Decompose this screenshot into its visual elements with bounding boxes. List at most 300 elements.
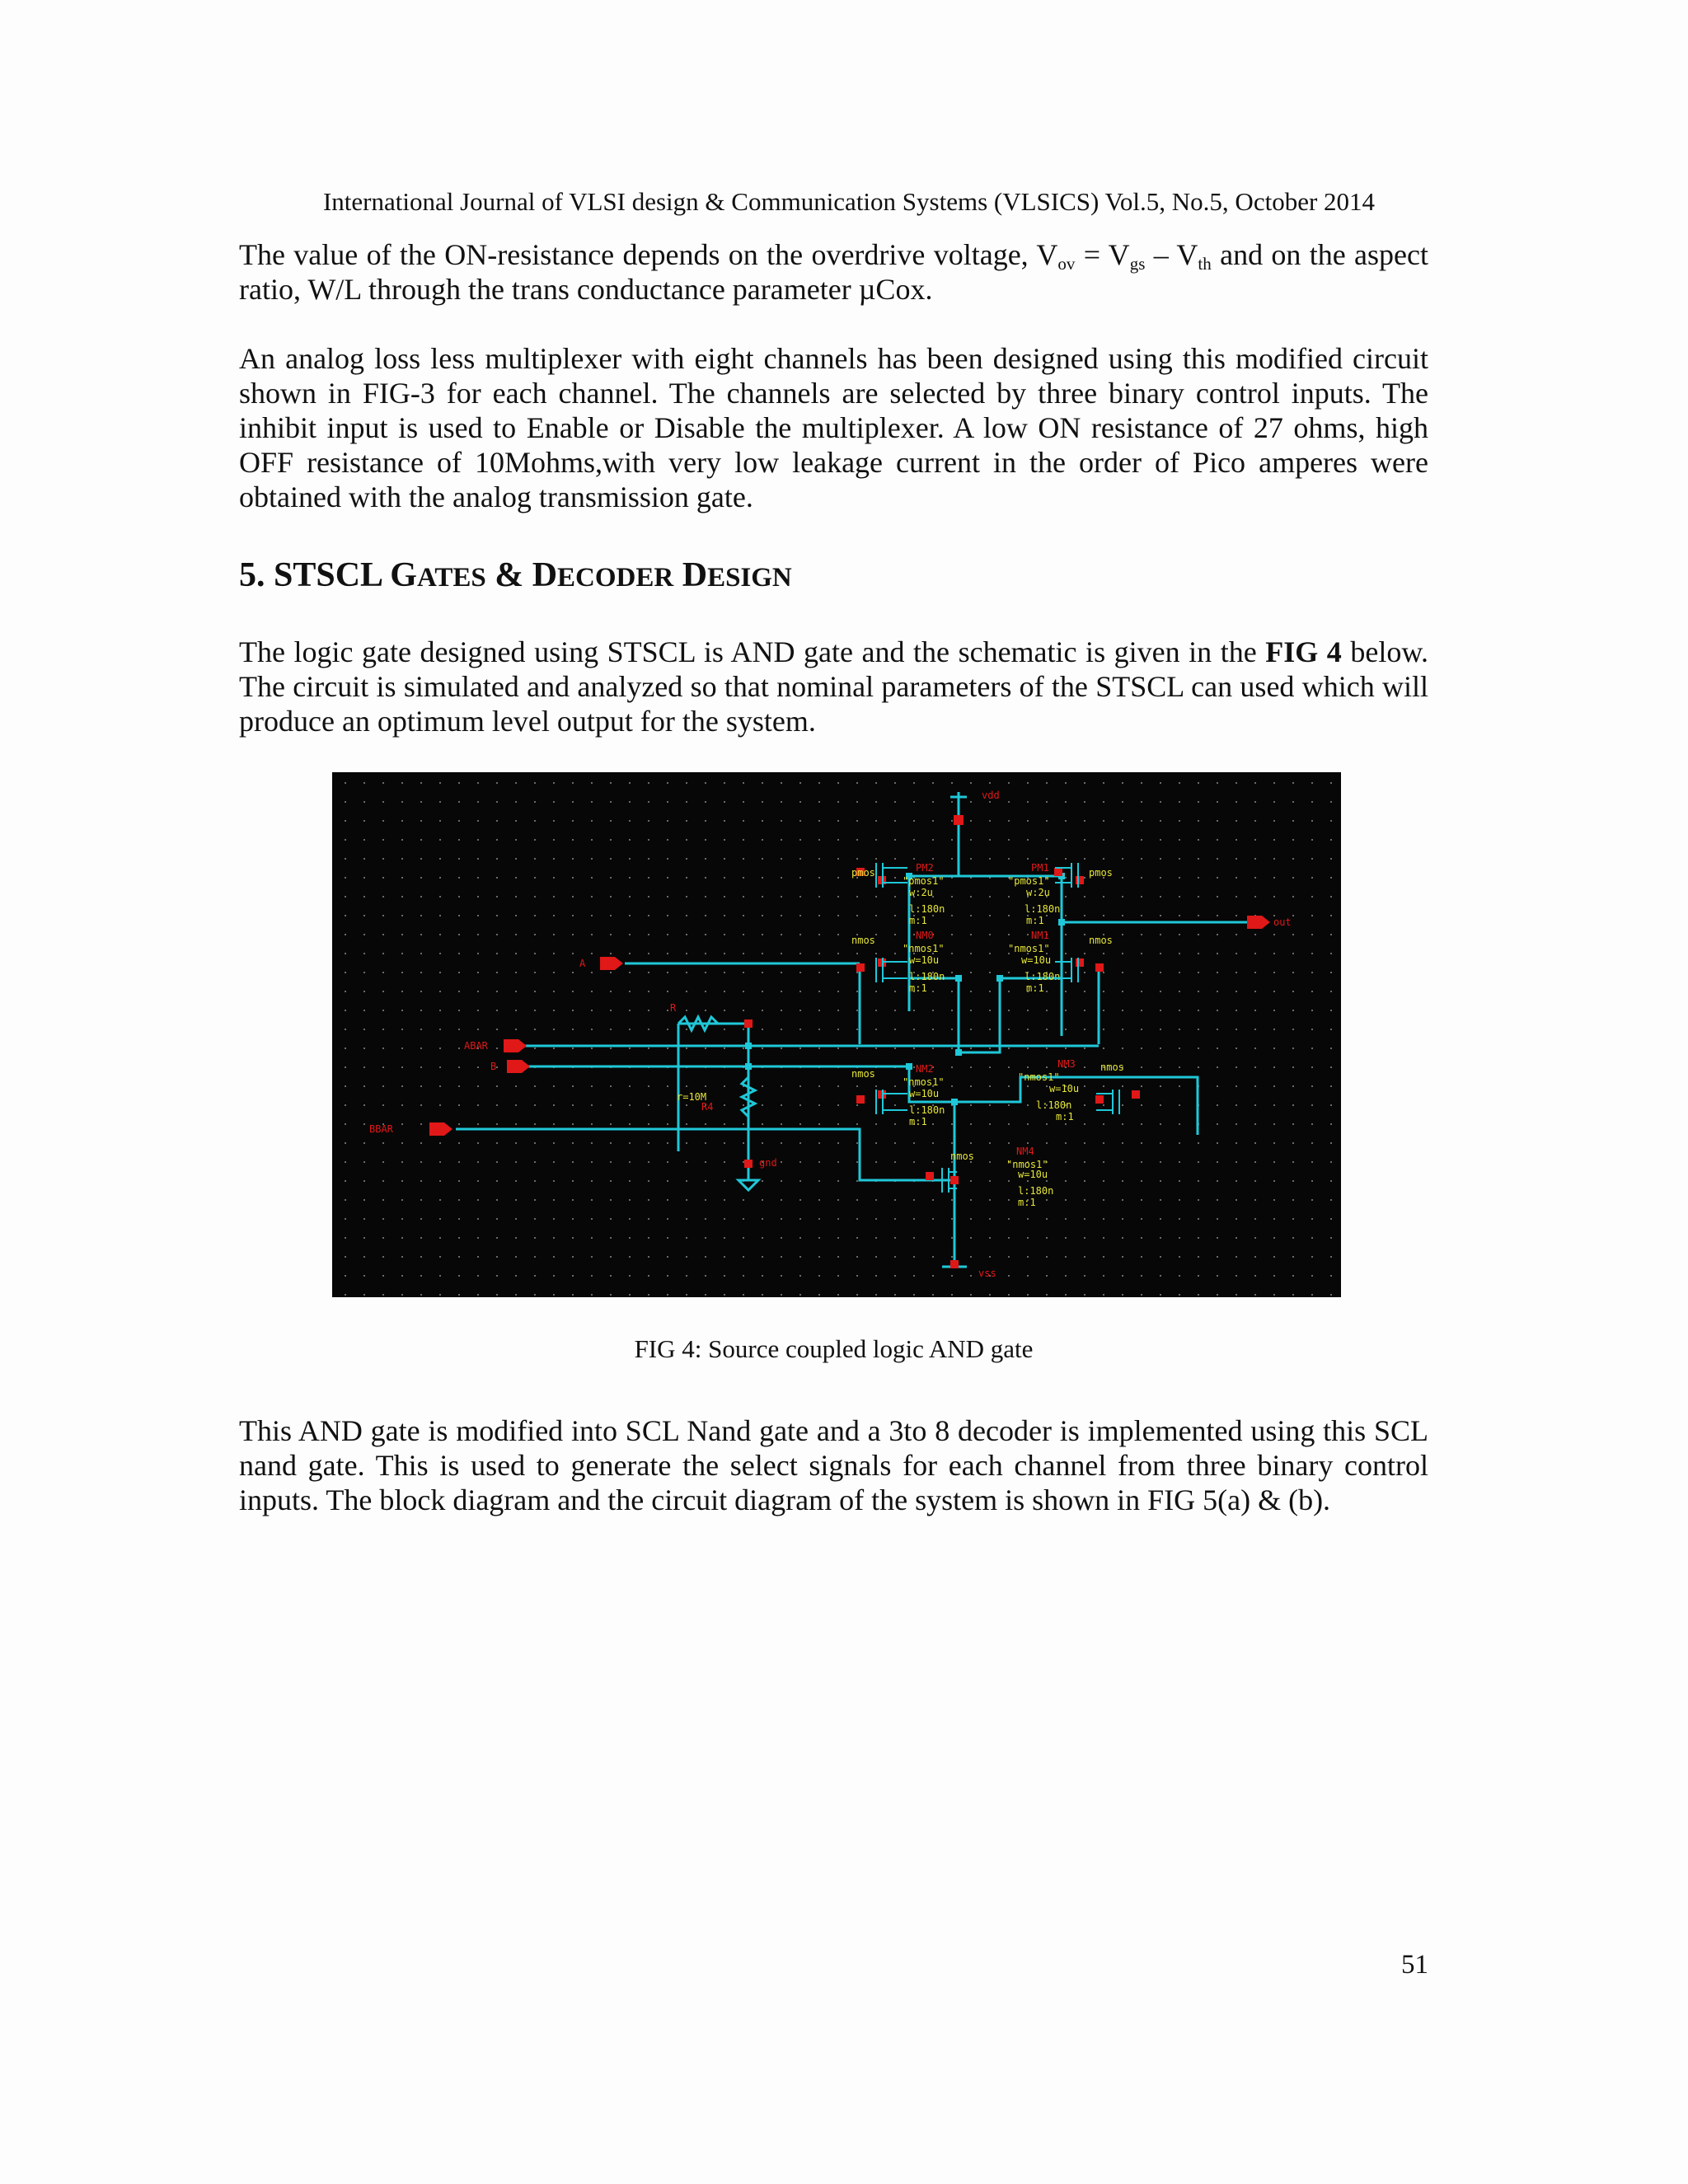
grid-dot <box>894 839 896 841</box>
grid-dot <box>363 991 365 992</box>
grid-dot <box>686 1237 687 1239</box>
grid-dot <box>1141 1104 1142 1106</box>
grid-dot <box>363 1256 365 1258</box>
grid-dot <box>1065 820 1067 822</box>
grid-dot <box>515 1294 517 1296</box>
grid-dot <box>705 1010 706 1011</box>
grid-dot <box>591 858 593 860</box>
grid-dot <box>818 896 820 898</box>
grid-dot <box>610 782 612 784</box>
grid-dot <box>667 1256 668 1258</box>
grid-dot <box>401 877 403 879</box>
grid-dot <box>591 1047 593 1049</box>
grid-dot <box>401 1199 403 1201</box>
grid-dot <box>591 782 593 784</box>
grid-dot <box>1236 1104 1237 1106</box>
grid-dot <box>1046 1085 1048 1087</box>
grid-dot <box>477 1123 479 1125</box>
grid-dot <box>534 896 536 898</box>
grid-dot <box>932 1142 934 1144</box>
grid-dot <box>1236 991 1237 992</box>
grid-dot <box>913 839 915 841</box>
r4-value-label: r=10M <box>677 1091 707 1103</box>
grid-dot <box>610 1123 612 1125</box>
grid-dot <box>1084 877 1085 879</box>
grid-dot <box>345 820 346 822</box>
grid-dot <box>1008 839 1010 841</box>
grid-dot <box>799 953 801 954</box>
grid-dot <box>1292 1123 1294 1125</box>
grid-dot <box>477 877 479 879</box>
grid-dot <box>629 1218 631 1220</box>
grid-dot <box>724 1104 725 1106</box>
grid-dot <box>458 1180 460 1182</box>
grid-dot <box>1254 858 1256 860</box>
grid-dot <box>989 858 991 860</box>
grid-dot <box>1292 1066 1294 1068</box>
grid-dot <box>439 820 441 822</box>
grid-dot <box>951 1066 953 1068</box>
grid-dot <box>363 953 365 954</box>
grid-dot <box>363 1010 365 1011</box>
nm4-name-label: NM4 <box>1016 1146 1034 1157</box>
grid-dot <box>1254 1104 1256 1106</box>
grid-dot <box>932 1294 934 1296</box>
grid-dot <box>553 1256 555 1258</box>
grid-dot <box>1084 1161 1085 1163</box>
grid-dot <box>1236 1085 1237 1087</box>
grid-dot <box>894 1199 896 1201</box>
grid-dot <box>1122 1010 1123 1011</box>
label-out: out <box>1273 916 1292 928</box>
grid-dot <box>1122 1218 1123 1220</box>
grid-dot <box>439 934 441 935</box>
grid-dot <box>1179 1104 1180 1106</box>
grid-dot <box>1160 991 1161 992</box>
grid-dot <box>1160 1237 1161 1239</box>
grid-dot <box>1292 953 1294 954</box>
grid-dot <box>401 1029 403 1030</box>
paragraph-on-resistance: The value of the ON-resistance depends on the overdrive voltage, $V_{ov} = V_{gs} - V_{th}$ and on the aspect ratio, W/L through the trans conductance parameter µCox. <box>239 238 1428 306</box>
grid-dot <box>572 820 574 822</box>
grid-dot <box>837 839 839 841</box>
grid-dot <box>382 1294 384 1296</box>
grid-dot <box>1198 820 1199 822</box>
grid-dot <box>515 801 517 803</box>
grid-dot <box>1217 1237 1218 1239</box>
grid-dot <box>667 1199 668 1201</box>
grid-dot <box>1254 1085 1256 1087</box>
grid-dot <box>1254 1029 1256 1030</box>
grid-dot <box>951 953 953 954</box>
grid-dot <box>439 1199 441 1201</box>
grid-dot <box>1236 1180 1237 1182</box>
grid-dot <box>629 1047 631 1049</box>
grid-dot <box>1084 1237 1085 1239</box>
grid-dot <box>875 953 877 954</box>
grid-dot <box>1311 972 1313 973</box>
grid-dot <box>382 1275 384 1277</box>
grid-dot <box>1311 820 1313 822</box>
grid-dot <box>591 934 593 935</box>
grid-dot <box>705 972 706 973</box>
grid-dot <box>1141 972 1142 973</box>
grid-dot <box>648 877 649 879</box>
grid-dot <box>894 1104 896 1106</box>
grid-dot <box>1236 1294 1237 1296</box>
label-vss: vss <box>978 1268 996 1279</box>
grid-dot <box>363 1199 365 1201</box>
grid-dot <box>515 839 517 841</box>
grid-dot <box>1103 1047 1104 1049</box>
grid-dot <box>629 1199 631 1201</box>
grid-dot <box>1217 1275 1218 1277</box>
grid-dot <box>1103 915 1104 916</box>
grid-dot <box>1198 1010 1199 1011</box>
device-labels <box>677 862 1124 1208</box>
grid-dot <box>894 1085 896 1087</box>
grid-dot <box>781 1047 782 1049</box>
grid-dot <box>724 858 725 860</box>
grid-dot <box>1084 801 1085 803</box>
grid-dot <box>818 839 820 841</box>
grid-dot <box>837 1161 839 1163</box>
grid-dot <box>1311 1180 1313 1182</box>
grid-dot <box>1046 1199 1048 1201</box>
grid-dot <box>610 1047 612 1049</box>
grid-dot <box>1160 1047 1161 1049</box>
grid-dot <box>724 1047 725 1049</box>
grid-dot <box>1236 858 1237 860</box>
grid-dot <box>629 820 631 822</box>
grid-dot <box>591 1218 593 1220</box>
grid-dot <box>1179 1237 1180 1239</box>
pm2-model-label: pmos <box>851 867 875 879</box>
grid-dot <box>1084 1085 1085 1087</box>
grid-dot <box>781 953 782 954</box>
grid-dot <box>477 1104 479 1106</box>
grid-dot <box>1027 839 1029 841</box>
grid-dot <box>1330 1010 1332 1011</box>
grid-dot <box>970 1256 972 1258</box>
grid-dot <box>799 1199 801 1201</box>
grid-dot <box>401 934 403 935</box>
grid-dot <box>1008 915 1010 916</box>
grid-dot <box>420 991 422 992</box>
grid-dot <box>496 1256 498 1258</box>
grid-dot <box>781 801 782 803</box>
grid-dot <box>743 1010 744 1011</box>
grid-dot <box>1330 782 1332 784</box>
grid-dot <box>875 1123 877 1125</box>
grid-dot <box>856 896 858 898</box>
grid-dot <box>1046 1029 1048 1030</box>
grid-dot <box>1046 1066 1048 1068</box>
grid-dot <box>363 1029 365 1030</box>
grid-dot <box>1273 896 1275 898</box>
grid-dot <box>363 820 365 822</box>
grid-dot <box>705 1180 706 1182</box>
grid-dot <box>724 1218 725 1220</box>
grid-dot <box>705 858 706 860</box>
grid-dot <box>1008 1123 1010 1125</box>
grid-dot <box>1217 801 1218 803</box>
grid-dot <box>686 1199 687 1201</box>
grid-dot <box>799 934 801 935</box>
grid-dot <box>1008 1029 1010 1030</box>
grid-dot <box>515 820 517 822</box>
grid-dot <box>591 877 593 879</box>
grid-dot <box>439 1142 441 1144</box>
grid-dot <box>743 1047 744 1049</box>
grid-dot <box>648 1294 649 1296</box>
grid-dot <box>951 1199 953 1201</box>
grid-dot <box>1103 1237 1104 1239</box>
grid-dot <box>1141 1199 1142 1201</box>
grid-dot <box>439 896 441 898</box>
grid-dot <box>458 1275 460 1277</box>
grid-dot <box>667 934 668 935</box>
grid-dot <box>496 1142 498 1144</box>
grid-dot <box>420 953 422 954</box>
grid-dot <box>799 1047 801 1049</box>
grid-dot <box>1273 934 1275 935</box>
grid-dot <box>951 934 953 935</box>
grid-dot <box>856 1294 858 1296</box>
grid-dot <box>1217 1085 1218 1087</box>
grid-dot <box>1217 1180 1218 1182</box>
grid-dot <box>705 991 706 992</box>
grid-dot <box>1027 1142 1029 1144</box>
grid-dot <box>1179 896 1180 898</box>
grid-dot <box>781 1218 782 1220</box>
grid-dot <box>837 1104 839 1106</box>
grid-dot <box>477 1161 479 1163</box>
grid-dot <box>534 972 536 973</box>
grid-dot <box>648 1256 649 1258</box>
grid-dot <box>572 915 574 916</box>
grid-dot <box>724 877 725 879</box>
grid-dot <box>856 839 858 841</box>
grid-dot <box>534 1237 536 1239</box>
grid-dot <box>705 1294 706 1296</box>
grid-dot <box>345 877 346 879</box>
grid-dot <box>1236 1047 1237 1049</box>
grid-dot <box>496 1085 498 1087</box>
grid-dot <box>762 953 763 954</box>
grid-dot <box>762 1142 763 1144</box>
grid-dot <box>1084 820 1085 822</box>
grid-dot <box>1103 972 1104 973</box>
grid-dot <box>439 1275 441 1277</box>
grid-dot <box>743 1275 744 1277</box>
grid-dot <box>1084 1275 1085 1277</box>
grid-dot <box>989 934 991 935</box>
grid-dot <box>667 801 668 803</box>
junction-dots <box>745 873 1065 1105</box>
grid-dot <box>856 1256 858 1258</box>
grid-dot <box>1160 915 1161 916</box>
grid-dot <box>345 953 346 954</box>
grid-dot <box>458 1161 460 1163</box>
grid-dot <box>743 1218 744 1220</box>
grid-dot <box>382 1237 384 1239</box>
grid-dot <box>345 1029 346 1030</box>
grid-dot <box>610 915 612 916</box>
grid-dot <box>667 782 668 784</box>
grid-dot <box>894 1029 896 1030</box>
grid-dot <box>667 1085 668 1087</box>
grid-dot <box>439 1010 441 1011</box>
grid-dot <box>610 1180 612 1182</box>
grid-dot <box>894 1256 896 1258</box>
grid-dot <box>1217 858 1218 860</box>
grid-dot <box>837 1294 839 1296</box>
grid-dot <box>1198 991 1199 992</box>
grid-dot <box>667 1275 668 1277</box>
label-a: A <box>579 958 586 969</box>
grid-dot <box>970 953 972 954</box>
grid-dot <box>572 1199 574 1201</box>
grid-dot <box>496 877 498 879</box>
grid-dot <box>989 1123 991 1125</box>
grid-dot <box>1008 1010 1010 1011</box>
grid-dot <box>686 820 687 822</box>
grid-dot <box>1103 801 1104 803</box>
grid-dot <box>1254 953 1256 954</box>
grid-dot <box>515 1218 517 1220</box>
grid-dot <box>1141 896 1142 898</box>
grid-dot <box>875 782 877 784</box>
grid-dot <box>705 1142 706 1144</box>
grid-dot <box>818 1180 820 1182</box>
grid-dot <box>345 915 346 916</box>
grid-dot <box>382 953 384 954</box>
grid-dot <box>515 1256 517 1258</box>
grid-dot <box>686 839 687 841</box>
grid-dot <box>951 1218 953 1220</box>
grid-dot <box>799 1123 801 1125</box>
grid-dot <box>1103 1218 1104 1220</box>
grid-dot <box>648 972 649 973</box>
grid-dot <box>572 858 574 860</box>
grid-dot <box>1236 1237 1237 1239</box>
grid-dot <box>1122 1294 1123 1296</box>
grid-dot <box>1179 1123 1180 1125</box>
grid-dot <box>610 1104 612 1106</box>
grid-dot <box>1065 782 1067 784</box>
grid-dot <box>1122 1047 1123 1049</box>
grid-dot <box>553 1275 555 1277</box>
grid-dot <box>439 1180 441 1182</box>
grid-dot <box>382 1029 384 1030</box>
grid-dot <box>572 972 574 973</box>
grid-dot <box>875 801 877 803</box>
grid-dot <box>629 839 631 841</box>
grid-dot <box>1065 972 1067 973</box>
grid-dot <box>743 1237 744 1239</box>
grid-dot <box>951 1029 953 1030</box>
grid-dot <box>1008 801 1010 803</box>
grid-dot <box>932 1256 934 1258</box>
grid-dot <box>458 1294 460 1296</box>
grid-dot <box>439 915 441 916</box>
grid-dot <box>1254 1180 1256 1182</box>
grid-dot <box>667 858 668 860</box>
grid-dot <box>629 1123 631 1125</box>
grid-dot <box>894 1218 896 1220</box>
grid-dot <box>610 991 612 992</box>
grid-dot <box>477 1256 479 1258</box>
grid-dot <box>686 782 687 784</box>
grid-dot <box>382 839 384 841</box>
grid-dot <box>1008 1142 1010 1144</box>
grid-dot <box>1217 1199 1218 1201</box>
grid-dot <box>1311 858 1313 860</box>
nm4-w-label: w=10u <box>1018 1169 1048 1180</box>
grid-dot <box>1217 839 1218 841</box>
grid-dot <box>477 1275 479 1277</box>
grid-dot <box>781 991 782 992</box>
grid-dot <box>667 972 668 973</box>
grid-dot <box>894 1294 896 1296</box>
grid-dot <box>1330 1199 1332 1201</box>
grid-dot <box>686 896 687 898</box>
grid-dot <box>1292 877 1294 879</box>
grid-dot <box>1292 1199 1294 1201</box>
grid-dot <box>1217 1161 1218 1163</box>
grid-dot <box>1254 1066 1256 1068</box>
grid-dot <box>345 1010 346 1011</box>
grid-dot <box>1179 1275 1180 1277</box>
grid-dot <box>401 1123 403 1125</box>
grid-dot <box>439 782 441 784</box>
grid-dot <box>951 991 953 992</box>
grid-dot <box>648 1085 649 1087</box>
grid-dot <box>1292 1142 1294 1144</box>
grid-dot <box>1027 1218 1029 1220</box>
grid-dot <box>1198 1275 1199 1277</box>
grid-dot <box>1027 1180 1029 1182</box>
grid-dot <box>837 1142 839 1144</box>
grid-dot <box>1008 896 1010 898</box>
grid-dot <box>610 1029 612 1030</box>
grid-dot <box>837 1010 839 1011</box>
grid-dot <box>648 1010 649 1011</box>
grid-dot <box>724 953 725 954</box>
grid-dot <box>1065 858 1067 860</box>
grid-dot <box>496 1047 498 1049</box>
grid-dot <box>1046 839 1048 841</box>
grid-dot <box>477 934 479 935</box>
grid-dot <box>1311 953 1313 954</box>
grid-dot <box>989 801 991 803</box>
grid-dot <box>648 1237 649 1239</box>
grid-dot <box>894 1123 896 1125</box>
grid-dot <box>1160 858 1161 860</box>
grid-dot <box>762 915 763 916</box>
grid-dot <box>1254 1047 1256 1049</box>
grid-dot <box>1292 972 1294 973</box>
grid-dot <box>382 858 384 860</box>
grid-dot <box>1160 820 1161 822</box>
grid-dot <box>515 1010 517 1011</box>
grid-dot <box>1065 1237 1067 1239</box>
grid-dot <box>591 991 593 992</box>
grid-dot <box>724 1085 725 1087</box>
grid-dot <box>496 839 498 841</box>
grid-dot <box>1236 1218 1237 1220</box>
